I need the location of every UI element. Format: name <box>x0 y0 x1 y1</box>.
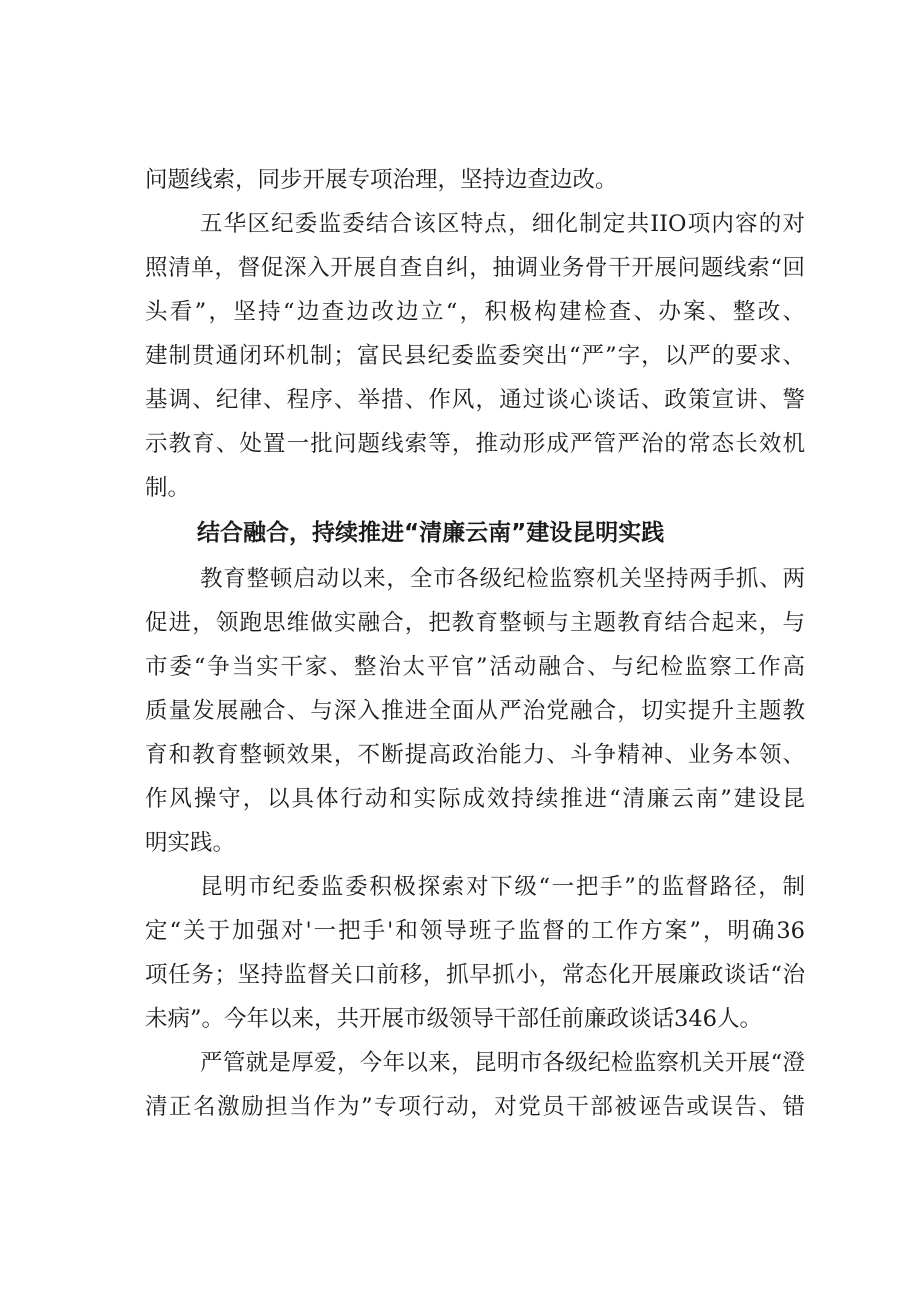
paragraph-line: 昆明市纪委监委积极探索对下级“一把手”的监督路径，制 <box>200 874 805 900</box>
paragraph-line: 未病”。今年以来，共开展市级领导干部任前廉政谈话346人。 <box>145 1006 762 1032</box>
paragraph-line: 定“关于加强对'一把手'和领导班子监督的工作方案”，明确36 <box>145 918 805 944</box>
paragraph-line: 教育整顿启动以来，全市各级纪检监察机关坚持两手抓、两 <box>200 566 805 592</box>
paragraph-line: 严管就是厚爱，今年以来，昆明市各级纪检监察机关开展“澄 <box>200 1050 805 1076</box>
paragraph-line: 问题线索，同步开展专项治理，坚持边查边改。 <box>145 167 618 193</box>
paragraph-line: 作风操守，以具体行动和实际成效持续推进“清廉云南”建设昆 <box>145 786 805 812</box>
paragraph-line: 建制贯通闭环机制；富民县纪委监委突出“严”字，以严的要求、 <box>145 343 805 369</box>
paragraph-line: 明实践。 <box>145 830 236 856</box>
paragraph-line: 育和教育整顿效果，不断提高政治能力、斗争精神、业务本领、 <box>145 742 805 768</box>
paragraph-line: 清正名激励担当作为”专项行动，对党员干部被诬告或误告、错 <box>145 1094 805 1120</box>
paragraph-line: 照清单，督促深入开展自查自纠，抽调业务骨干开展问题线索“回 <box>145 255 805 281</box>
paragraph-line: 质量发展融合、与深入推进全面从严治党融合，切实提升主题教 <box>145 698 805 724</box>
paragraph-line: 基调、纪律、程序、举措、作风，通过谈心谈话、政策宣讲、警 <box>145 387 805 413</box>
paragraph-line: 促进，领跑思维做实融合，把教育整顿与主题教育结合起来，与 <box>145 610 805 636</box>
paragraph-line: 市委“争当实干家、整治太平官”活动融合、与纪检监察工作高 <box>145 654 805 680</box>
paragraph-line: 项任务；坚持监督关口前移，抓早抓小，常态化开展廉政谈话“治 <box>145 962 805 988</box>
section-heading: 结合融合，持续推进“清廉云南”建设昆明实践 <box>197 520 665 546</box>
paragraph-line: 五华区纪委监委结合该区特点，细化制定共IIO项内容的对 <box>200 211 805 237</box>
paragraph-line: 示教育、处置一批问题线索等，推动形成严管严治的常态长效机 <box>145 431 805 457</box>
paragraph-line: 头看”，坚持“边查边改边立“，积极构建检查、办案、整改、 <box>145 299 805 325</box>
paragraph-line: 制。 <box>145 475 191 501</box>
